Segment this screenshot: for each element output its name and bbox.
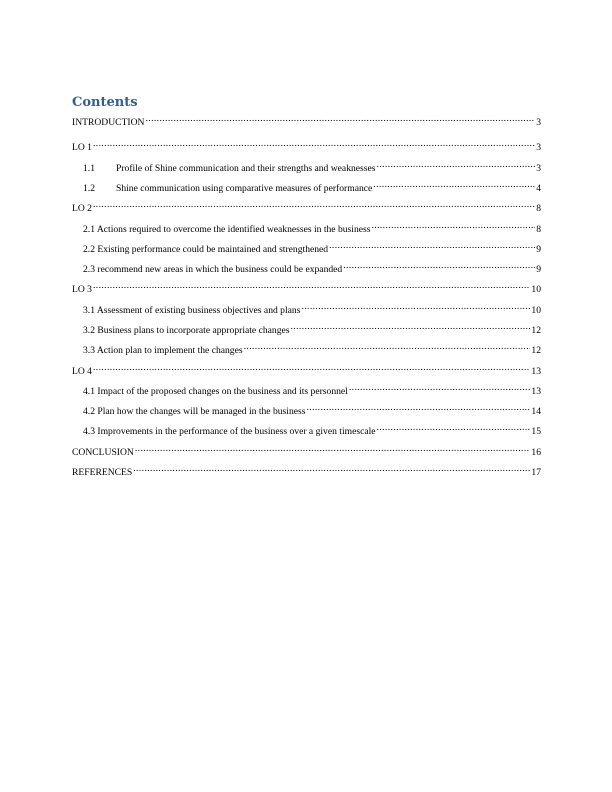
dot-leader xyxy=(135,443,531,455)
toc-page-number: 9 xyxy=(536,264,541,275)
toc-page-number: 13 xyxy=(531,386,541,397)
toc-title: Contents xyxy=(72,95,138,110)
toc-entry-lo4[interactable] xyxy=(72,362,541,377)
toc-entry-introduction[interactable] xyxy=(72,113,541,128)
dot-leader xyxy=(377,422,531,434)
dot-leader xyxy=(377,159,536,171)
toc-entry-text: 4.1 Impact of the proposed changes on the business and its personnel xyxy=(83,386,348,397)
toc-entry-4-1[interactable] xyxy=(83,382,541,397)
toc-entry-text: REFERENCES xyxy=(72,467,133,478)
toc-entry-3-1[interactable] xyxy=(83,301,541,316)
toc-entry-2-1[interactable] xyxy=(83,220,541,235)
toc-entry-text: 4.3 Improvements in the performance of the business over a given timescale xyxy=(83,426,376,437)
toc-page-number: 4 xyxy=(536,183,541,194)
toc-page-number: 13 xyxy=(531,366,541,377)
toc-entry-lo2[interactable] xyxy=(72,199,541,214)
toc-entry-text: Profile of Shine communication and their strengths and weaknesses xyxy=(116,163,376,174)
toc-entry-number: 1.1 xyxy=(83,163,95,174)
dot-leader xyxy=(301,301,530,313)
toc-entry-text: LO 4 xyxy=(72,366,92,377)
toc-entry-references[interactable] xyxy=(72,463,541,478)
toc-page-number: 8 xyxy=(536,203,541,214)
toc-entry-conclusion[interactable] xyxy=(72,443,541,458)
dot-leader xyxy=(349,382,531,394)
dot-leader xyxy=(373,179,535,191)
dot-leader xyxy=(93,199,535,211)
toc-entry-2-2[interactable] xyxy=(83,240,541,255)
toc-page-number: 12 xyxy=(531,345,541,356)
toc-entry-text: LO 3 xyxy=(72,284,92,295)
toc-page-number: 9 xyxy=(536,244,541,255)
dot-leader xyxy=(93,280,530,292)
toc-entry-4-3[interactable] xyxy=(83,422,541,437)
toc-page-number: 17 xyxy=(531,467,541,478)
toc-entry-text: 3.3 Action plan to implement the changes xyxy=(83,345,243,356)
dot-leader xyxy=(93,138,535,150)
toc-entry-text: 2.1 Actions required to overcome the identified weaknesses in the business xyxy=(83,224,371,235)
dot-leader xyxy=(343,260,535,272)
dot-leader xyxy=(306,402,530,414)
toc-page-number: 12 xyxy=(531,325,541,336)
toc-entry-text: INTRODUCTION xyxy=(72,117,145,128)
toc-entry-4-2[interactable] xyxy=(83,402,541,417)
toc-entry-2-3[interactable] xyxy=(83,260,541,275)
toc-entry-text: 3.2 Business plans to incorporate appropriate changes xyxy=(83,325,290,336)
toc-page-number: 14 xyxy=(531,406,541,417)
toc-entry-lo3[interactable] xyxy=(72,280,541,295)
toc-entry-text: Shine communication using comparative measures of performance xyxy=(116,183,373,194)
dot-leader xyxy=(133,463,530,475)
toc-page-number: 8 xyxy=(536,224,541,235)
toc-entry-text: 2.2 Existing performance could be maintained and strengthened xyxy=(83,244,329,255)
toc-entry-text: LO 1 xyxy=(72,142,92,153)
dot-leader xyxy=(145,113,535,125)
toc-page-number: 3 xyxy=(536,117,541,128)
toc-entry-text: LO 2 xyxy=(72,203,92,214)
toc-entry-3-2[interactable] xyxy=(83,321,541,336)
toc-page-number: 15 xyxy=(531,426,541,437)
toc-entry-text: CONCLUSION xyxy=(72,447,134,458)
toc-page-number: 3 xyxy=(536,163,541,174)
toc-entry-1-1[interactable] xyxy=(83,159,541,174)
dot-leader xyxy=(93,362,530,374)
dot-leader xyxy=(290,321,530,333)
toc-entry-text: 4.2 Plan how the changes will be managed in the business xyxy=(83,406,306,417)
dot-leader xyxy=(329,240,535,252)
toc-page-number: 16 xyxy=(531,447,541,458)
toc-entry-text: 3.1 Assessment of existing business objectives and plans xyxy=(83,305,301,316)
toc-page-number: 10 xyxy=(531,305,541,316)
dot-leader xyxy=(244,341,531,353)
toc-entry-number: 1.2 xyxy=(83,183,95,194)
toc-page-number: 10 xyxy=(531,284,541,295)
toc-entry-1-2[interactable] xyxy=(83,179,541,194)
dot-leader xyxy=(371,220,535,232)
toc-page-number: 3 xyxy=(536,142,541,153)
toc-entry-text: 2.3 recommend new areas in which the business could be expanded xyxy=(83,264,343,275)
toc-entry-3-3[interactable] xyxy=(83,341,541,356)
toc-entry-lo1[interactable] xyxy=(72,138,541,153)
